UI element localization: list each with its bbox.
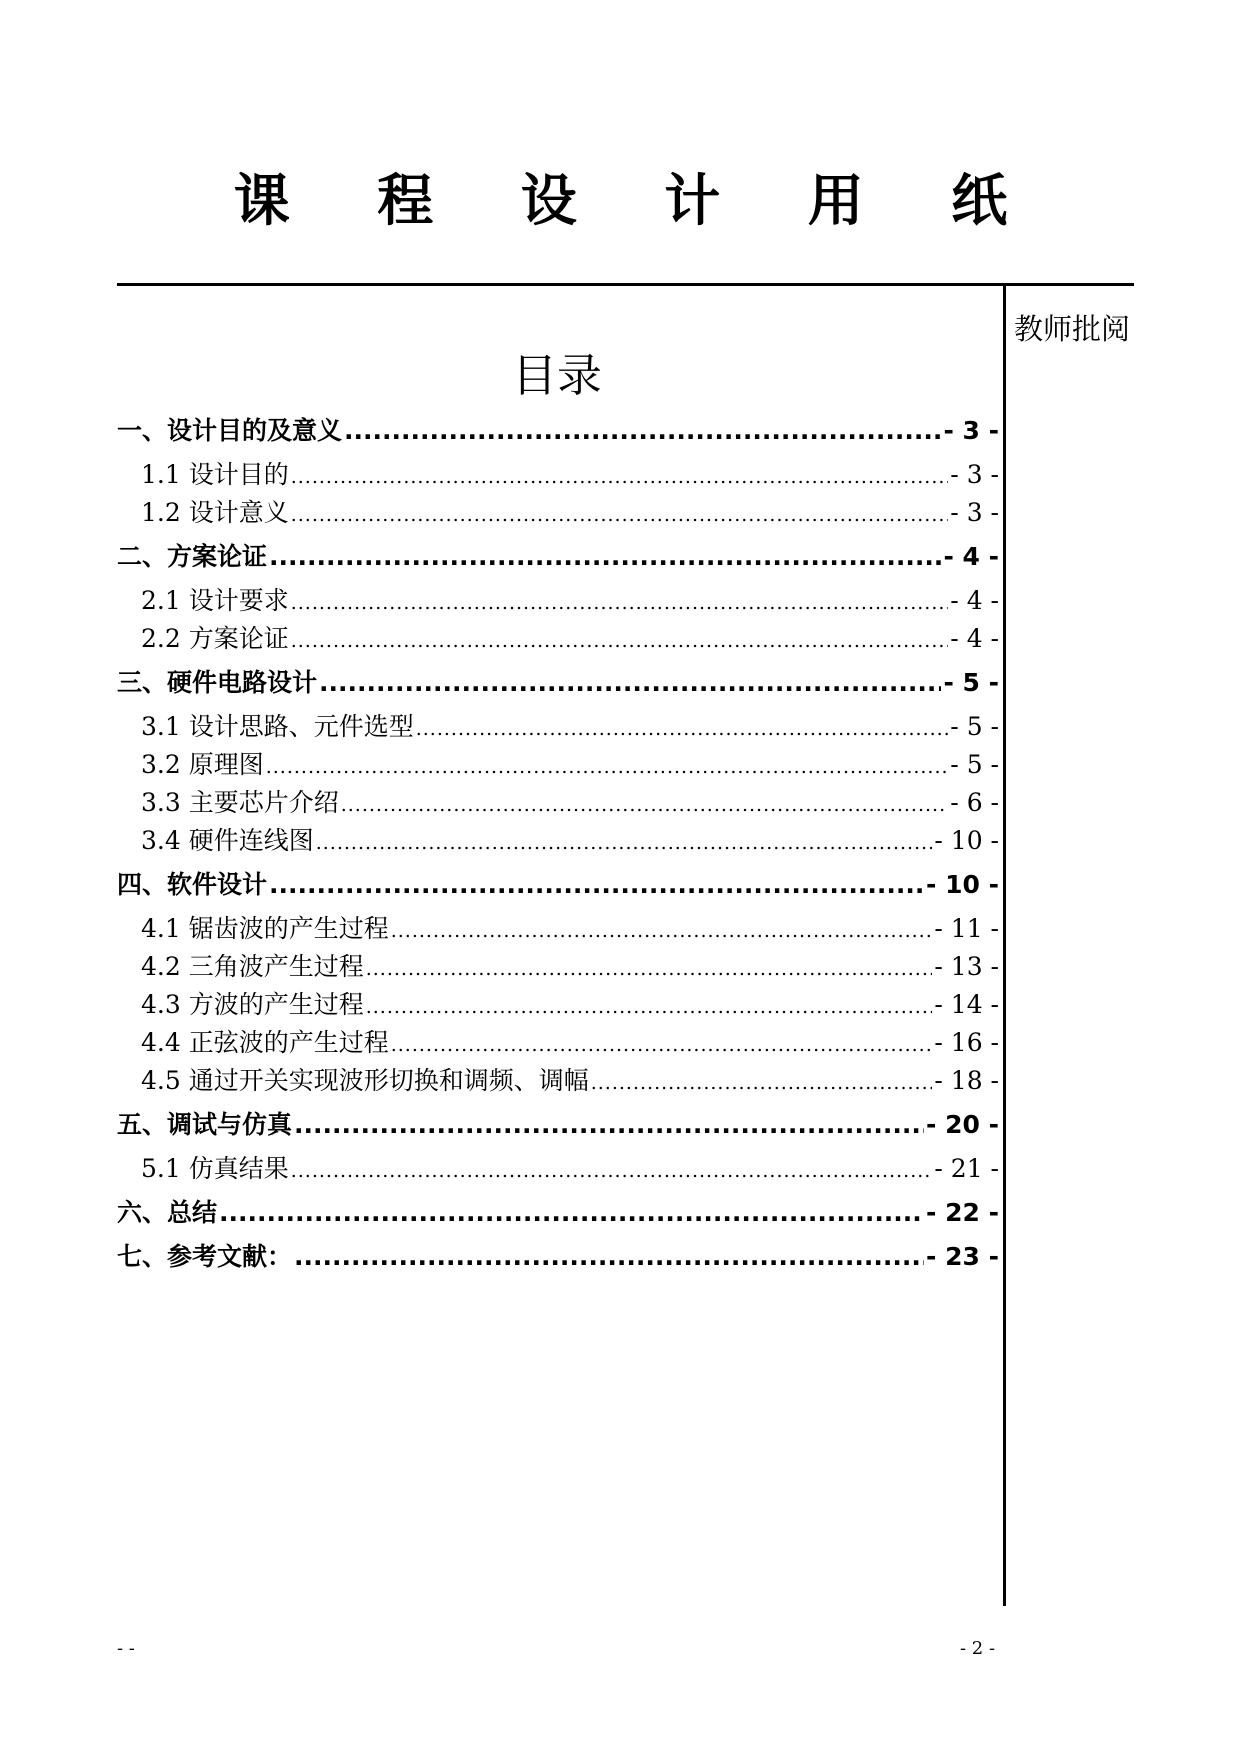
toc-title: 目录 xyxy=(511,349,602,402)
toc-entry-label: 二、方案论证 xyxy=(117,542,268,571)
toc-leader-dots xyxy=(291,456,949,496)
toc-section-link[interactable] xyxy=(117,1062,999,1100)
toc-chapter-link[interactable] xyxy=(117,1194,999,1232)
page-title: 课 程 设 计 用 纸 xyxy=(233,169,1042,234)
footer-page-number: - 2 - xyxy=(960,1638,996,1659)
toc-leader-dots xyxy=(391,1024,933,1064)
toc-entry-page: - 3 - xyxy=(950,498,999,527)
toc-leader-dots xyxy=(291,494,949,534)
toc-section-link[interactable] xyxy=(117,746,999,784)
toc-leader-dots xyxy=(294,1238,924,1276)
toc-entry-page: - 4 - xyxy=(950,624,999,653)
toc-section-link[interactable] xyxy=(117,1150,999,1188)
toc-leader-dots xyxy=(266,746,949,786)
toc-leader-dots xyxy=(416,708,949,748)
toc-entry-page: - 11 - xyxy=(934,914,999,943)
toc-entry-label: 1.1 设计目的 xyxy=(141,460,289,489)
toc-entry-page: - 5 - xyxy=(943,668,999,697)
toc-entry-label: 4.4 正弦波的产生过程 xyxy=(141,1028,389,1057)
toc-entry-page: - 4 - xyxy=(943,542,999,571)
toc-entry-label: 4.1 锯齿波的产生过程 xyxy=(141,914,389,943)
toc-chapter-link[interactable] xyxy=(117,1106,999,1144)
toc-section-link[interactable] xyxy=(117,986,999,1024)
toc-entry-label: 六、总结 xyxy=(117,1198,218,1227)
toc-entry-page: - 18 - xyxy=(934,1066,999,1095)
toc-entry-page: - 13 - xyxy=(934,952,999,981)
toc-leader-dots xyxy=(291,1150,933,1190)
toc-section-link[interactable] xyxy=(117,822,999,860)
toc-entry-label: 4.5 通过开关实现波形切换和调频、调幅 xyxy=(141,1066,589,1095)
toc-entry-label: 三、硬件电路设计 xyxy=(117,668,318,697)
toc-section-link[interactable] xyxy=(117,784,999,822)
toc-leader-dots xyxy=(294,1106,924,1144)
toc-leader-dots xyxy=(366,948,933,988)
toc-leader-dots xyxy=(219,1194,924,1232)
toc-entry-page: - 10 - xyxy=(926,870,999,899)
toc-leader-dots xyxy=(591,1062,933,1102)
toc-leader-dots xyxy=(366,986,933,1026)
toc-entry-page: - 3 - xyxy=(943,416,999,445)
toc-chapter-link[interactable] xyxy=(117,1238,999,1276)
toc-chapter-link[interactable] xyxy=(117,664,999,702)
toc-leader-dots xyxy=(344,412,941,450)
toc-entry-label: 3.1 设计思路、元件选型 xyxy=(141,712,414,741)
toc-leader-dots xyxy=(319,664,941,702)
toc-leader-dots xyxy=(291,620,949,660)
margin-divider xyxy=(1003,285,1006,1606)
toc-section-link[interactable] xyxy=(117,582,999,620)
toc-entry-page: - 20 - xyxy=(926,1110,999,1139)
toc-entry-label: 4.2 三角波产生过程 xyxy=(141,952,364,981)
toc-entry-page: - 5 - xyxy=(950,712,999,741)
toc-leader-dots xyxy=(341,784,949,824)
toc-section-link[interactable] xyxy=(117,708,999,746)
toc-entry-page: - 14 - xyxy=(934,990,999,1019)
toc-section-link[interactable] xyxy=(117,948,999,986)
toc-leader-dots xyxy=(391,910,933,950)
toc-section-link[interactable] xyxy=(117,1024,999,1062)
toc-entry-label: 2.1 设计要求 xyxy=(141,586,289,615)
toc-entry-page: - 3 - xyxy=(950,460,999,489)
toc-chapter-link[interactable] xyxy=(117,412,999,450)
toc-entry-label: 3.4 硬件连线图 xyxy=(141,826,314,855)
toc-entry-page: - 10 - xyxy=(934,826,999,855)
toc-entry-label: 2.2 方案论证 xyxy=(141,624,289,653)
teacher-review-label: 教师批阅 xyxy=(1014,312,1131,346)
toc-entry-label: 四、软件设计 xyxy=(117,870,268,899)
toc-entry-page: - 16 - xyxy=(934,1028,999,1057)
toc-leader-dots xyxy=(269,538,941,576)
toc-entry-page: - 23 - xyxy=(926,1242,999,1271)
toc-entry-page: - 6 - xyxy=(950,788,999,817)
toc-entry-page: - 22 - xyxy=(926,1198,999,1227)
toc-leader-dots xyxy=(269,866,924,904)
header-divider xyxy=(117,283,1134,286)
table-of-contents xyxy=(117,412,999,1282)
toc-section-link[interactable] xyxy=(117,494,999,532)
toc-leader-dots xyxy=(291,582,949,622)
toc-entry-label: 1.2 设计意义 xyxy=(141,498,289,527)
toc-section-link[interactable] xyxy=(117,910,999,948)
toc-entry-label: 一、设计目的及意义 xyxy=(117,416,343,445)
toc-entry-page: - 5 - xyxy=(950,750,999,779)
toc-entry-label: 3.3 主要芯片介绍 xyxy=(141,788,339,817)
toc-entry-label: 5.1 仿真结果 xyxy=(141,1154,289,1183)
toc-entry-label: 4.3 方波的产生过程 xyxy=(141,990,364,1019)
toc-entry-label: 五、调试与仿真 xyxy=(117,1110,293,1139)
toc-entry-label: 3.2 原理图 xyxy=(141,750,264,779)
footer-left: - - xyxy=(117,1638,135,1659)
toc-chapter-link[interactable] xyxy=(117,538,999,576)
toc-entry-page: - 21 - xyxy=(934,1154,999,1183)
toc-section-link[interactable] xyxy=(117,620,999,658)
toc-leader-dots xyxy=(316,822,933,862)
toc-entry-page: - 4 - xyxy=(950,586,999,615)
toc-chapter-link[interactable] xyxy=(117,866,999,904)
toc-section-link[interactable] xyxy=(117,456,999,494)
toc-entry-label: 七、参考文献： xyxy=(117,1242,293,1271)
